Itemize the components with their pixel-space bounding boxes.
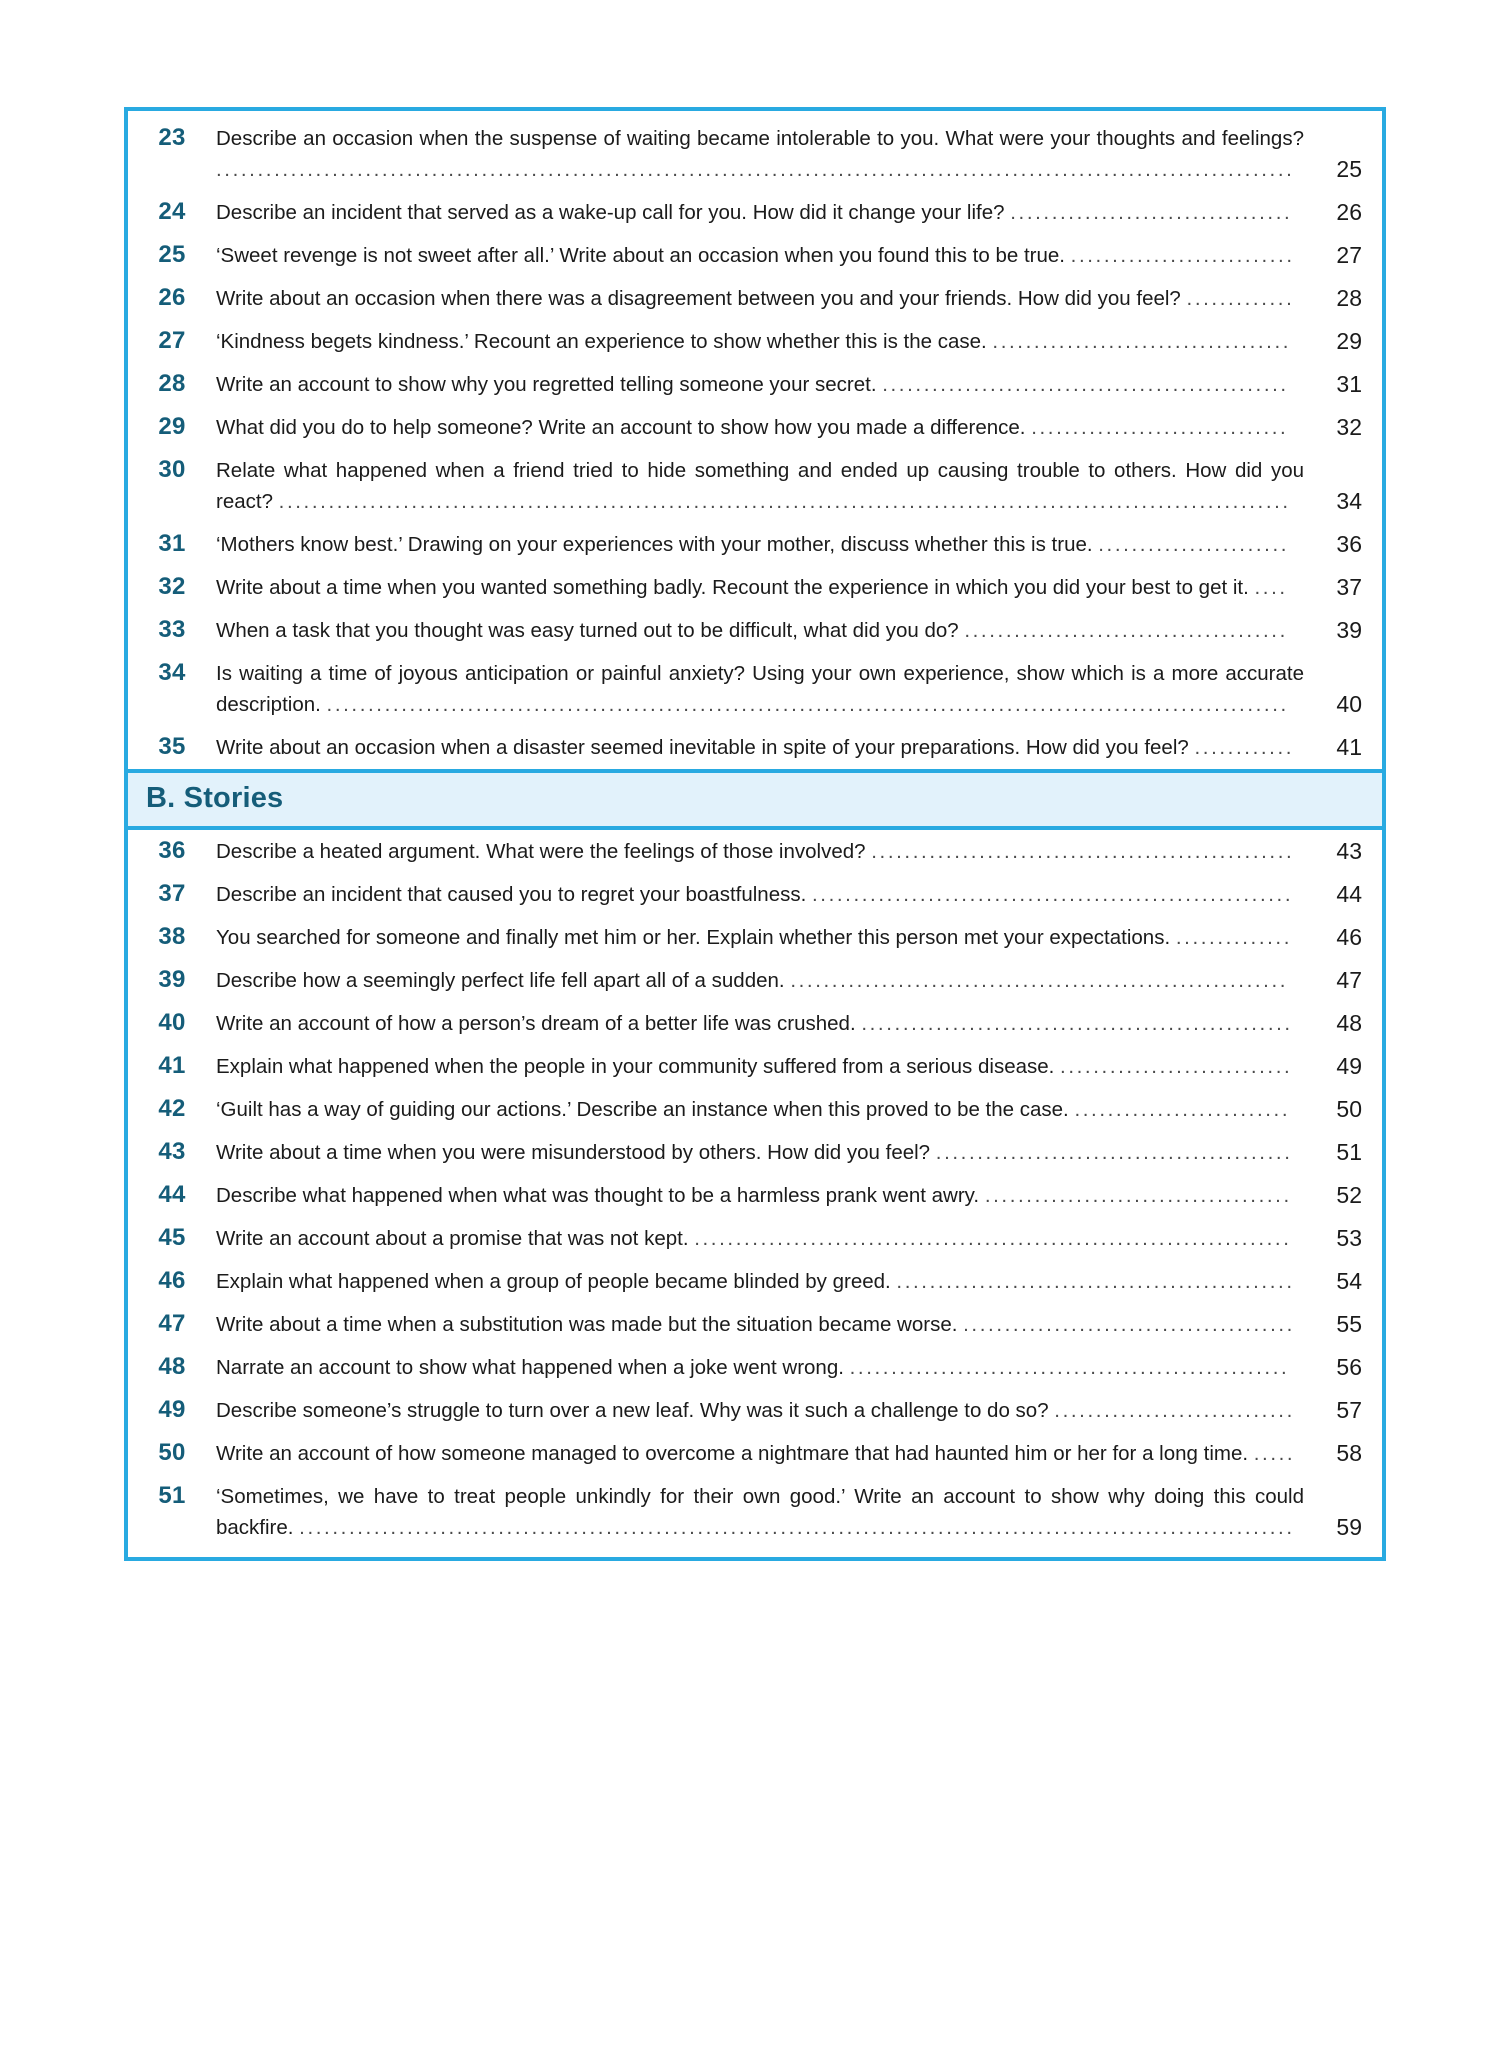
toc-dot-leader: .......................... xyxy=(1074,1098,1291,1121)
toc-entry-row[interactable] xyxy=(128,1303,1382,1346)
toc-entry-number: 25 xyxy=(158,241,186,268)
toc-entry-cell xyxy=(216,609,1382,652)
toc-page-number[interactable]: 25 xyxy=(1336,156,1362,182)
toc-dot-leader: .................................................................................................................... xyxy=(326,693,1289,716)
toc-entry-number: 47 xyxy=(158,1310,186,1337)
toc-entry-cell xyxy=(216,363,1382,406)
toc-page-number[interactable]: 51 xyxy=(1336,1139,1362,1165)
toc-entry-text xyxy=(216,529,1314,560)
toc-entry-cell xyxy=(216,1260,1382,1303)
toc-entry-cell xyxy=(216,1346,1382,1389)
toc-entry-number: 33 xyxy=(158,616,186,643)
toc-entry-number: 26 xyxy=(158,284,186,311)
toc-entry-row[interactable] xyxy=(128,363,1382,406)
toc-entry-number: 46 xyxy=(158,1267,186,1294)
toc-entry-number: 29 xyxy=(158,413,186,440)
toc-entry-text xyxy=(216,922,1314,953)
toc-entry-row[interactable] xyxy=(128,1389,1382,1432)
toc-entry-row[interactable] xyxy=(128,234,1382,277)
toc-page-number[interactable]: 26 xyxy=(1336,199,1362,225)
toc-entry-text xyxy=(216,879,1314,910)
toc-entry-row[interactable] xyxy=(128,830,1382,873)
toc-entry-title: Write about a time when a substitution was made but the situation became worse. xyxy=(216,1313,964,1336)
toc-entry-title: Is waiting a time of joyous anticipation or painful anxiety? Using your own experience, show which is a more accurate description. xyxy=(216,662,1304,716)
toc-entry-cell xyxy=(216,652,1382,726)
toc-entry-cell xyxy=(216,566,1382,609)
toc-entry-title: Write an account to show why you regretted telling someone your secret. xyxy=(216,373,883,396)
toc-dot-leader: ....................................... xyxy=(964,619,1288,642)
toc-entry-text xyxy=(216,1008,1314,1039)
toc-dot-leader: ............................... xyxy=(1031,416,1289,439)
toc-entry-title: ‘Guilt has a way of guiding our actions.’ Describe an instance when this proved to be the case. xyxy=(216,1098,1075,1121)
toc-entry-number: 23 xyxy=(158,124,186,151)
toc-entry-cell xyxy=(216,1303,1382,1346)
toc-section-title: B. Stories xyxy=(146,782,284,814)
toc-entry-number: 36 xyxy=(158,837,186,864)
toc-page-number[interactable]: 37 xyxy=(1336,574,1362,600)
toc-entry-text xyxy=(216,240,1314,271)
toc-page-number[interactable]: 36 xyxy=(1336,531,1362,557)
toc-dot-leader: ............ xyxy=(1194,736,1295,759)
toc-entry-title: ‘Mothers know best.’ Drawing on your experiences with your mother, discuss whether this is true. xyxy=(216,533,1099,556)
toc-dot-leader: ........................................ xyxy=(963,1313,1295,1336)
toc-dot-leader: ........................................... xyxy=(935,1141,1293,1164)
table-of-contents-frame xyxy=(124,107,1386,1561)
toc-entry-number: 42 xyxy=(158,1095,186,1122)
toc-entry-title: Write about a time when you wanted something badly. Recount the experience in which you did your best to get it. xyxy=(216,576,1255,599)
toc-entry-row[interactable] xyxy=(128,449,1382,523)
toc-page-number[interactable]: 40 xyxy=(1336,691,1362,717)
toc-entry-title: Describe an incident that caused you to regret your boastfulness. xyxy=(216,883,812,906)
toc-entry-cell xyxy=(216,916,1382,959)
toc-entry-row[interactable] xyxy=(128,916,1382,959)
toc-entry-cell xyxy=(216,1131,1382,1174)
toc-entry-number: 35 xyxy=(158,733,186,760)
toc-entry-title: ‘Sweet revenge is not sweet after all.’ Write about an occasion when you found this to be true. xyxy=(216,244,1071,267)
toc-page-number[interactable]: 44 xyxy=(1336,881,1362,907)
toc-entry-number: 51 xyxy=(158,1482,186,1509)
toc-entry-text xyxy=(216,197,1314,228)
toc-entry-title: Narrate an account to show what happened when a joke went wrong. xyxy=(216,1356,850,1379)
toc-entry-cell xyxy=(216,117,1382,191)
toc-entry-title: Write an account of how a person’s dream of a better life was crushed. xyxy=(216,1012,862,1035)
toc-entry-text xyxy=(216,412,1314,443)
toc-entry-text xyxy=(216,326,1314,357)
toc-dot-leader: .......................................................... xyxy=(811,883,1294,906)
toc-entry-cell xyxy=(216,320,1382,363)
toc-entry-text xyxy=(216,1395,1314,1426)
toc-entry-cell xyxy=(216,830,1382,873)
toc-page-number[interactable]: 47 xyxy=(1336,967,1362,993)
toc-page-number[interactable]: 58 xyxy=(1336,1440,1362,1466)
toc-entry-row[interactable] xyxy=(128,873,1382,916)
toc-entry-cell xyxy=(216,234,1382,277)
toc-entry-row[interactable] xyxy=(128,1002,1382,1045)
toc-entry-title: ‘Sometimes, we have to treat people unkindly for their own good.’ Write an account to show why doing this could backfire. xyxy=(216,1485,1304,1539)
toc-entry-text xyxy=(216,1438,1314,1469)
toc-entry-row[interactable] xyxy=(128,652,1382,726)
toc-dot-leader: ..................................................... xyxy=(849,1356,1290,1379)
toc-entry-text xyxy=(216,123,1314,185)
toc-dot-leader: ................................................... xyxy=(871,840,1295,863)
toc-page-number[interactable]: 31 xyxy=(1336,371,1362,397)
toc-entry-text xyxy=(216,1137,1314,1168)
toc-dot-leader: .............. xyxy=(1175,926,1292,949)
toc-entry-cell xyxy=(216,1217,1382,1260)
toc-page-number[interactable]: 54 xyxy=(1336,1268,1362,1294)
toc-entry-row[interactable] xyxy=(128,277,1382,320)
toc-page-number[interactable]: 59 xyxy=(1336,1514,1362,1540)
toc-page-number[interactable]: 32 xyxy=(1336,414,1362,440)
toc-entry-title: Explain what happened when a group of people became blinded by greed. xyxy=(216,1270,897,1293)
toc-entry-number: 34 xyxy=(158,659,186,686)
toc-dot-leader: ..................................... xyxy=(984,1184,1292,1207)
toc-entry-number: 40 xyxy=(158,1009,186,1036)
toc-dot-leader: .......................................................................................................................... xyxy=(278,490,1291,513)
toc-entry-title: ‘Kindness begets kindness.’ Recount an experience to show whether this is the case. xyxy=(216,330,993,353)
toc-page-number[interactable]: 52 xyxy=(1336,1182,1362,1208)
toc-page-number[interactable]: 39 xyxy=(1336,617,1362,643)
toc-entry-cell xyxy=(216,1389,1382,1432)
toc-entry-row[interactable] xyxy=(128,1131,1382,1174)
toc-entry-title: Describe an incident that served as a wake-up call for you. How did it change your life? xyxy=(216,201,1011,224)
toc-entry-row[interactable] xyxy=(128,1088,1382,1131)
toc-entry-cell xyxy=(216,1174,1382,1217)
toc-entry-title: Relate what happened when a friend tried to hide something and ended up causing trouble to others. How did you react? xyxy=(216,459,1304,513)
toc-entry-number: 37 xyxy=(158,880,186,907)
toc-entry-title: You searched for someone and finally met him or her. Explain whether this person met your expectations. xyxy=(216,926,1176,949)
toc-dot-leader: ................................................ xyxy=(896,1270,1295,1293)
toc-dot-leader: ........................... xyxy=(1070,244,1295,267)
toc-entry-number: 27 xyxy=(158,327,186,354)
toc-entry-text xyxy=(216,1352,1314,1383)
toc-entry-cell xyxy=(216,1475,1382,1549)
toc-entry-title: Explain what happened when the people in your community suffered from a serious disease. xyxy=(216,1055,1061,1078)
toc-entry-cell xyxy=(216,523,1382,566)
toc-entry-text xyxy=(216,965,1314,996)
toc-entry-row[interactable] xyxy=(128,959,1382,1002)
toc-dot-leader: .................................................................................................................................. xyxy=(216,158,1295,181)
bottom-padding xyxy=(128,1549,1382,1557)
toc-entry-title: When a task that you thought was easy turned out to be difficult, what did you do? xyxy=(216,619,965,642)
toc-dot-leader: .... xyxy=(1254,576,1288,599)
toc-entry-text xyxy=(216,1309,1314,1340)
toc-page-number[interactable]: 48 xyxy=(1336,1010,1362,1036)
toc-page-number[interactable]: 57 xyxy=(1336,1397,1362,1423)
toc-entry-number: 48 xyxy=(158,1353,186,1380)
toc-entry-cell xyxy=(216,1432,1382,1475)
toc-entry-title: Describe how a seemingly perfect life fell apart all of a sudden. xyxy=(216,969,791,992)
toc-entry-row[interactable] xyxy=(128,1432,1382,1475)
toc-page-number[interactable]: 28 xyxy=(1336,285,1362,311)
toc-entry-title: Write about an occasion when a disaster seemed inevitable in spite of your preparations. How did you feel? xyxy=(216,736,1195,759)
toc-entry-text xyxy=(216,1051,1314,1082)
toc-entry-cell xyxy=(216,406,1382,449)
toc-entry-number: 43 xyxy=(158,1138,186,1165)
toc-entry-title: Write an account about a promise that was not kept. xyxy=(216,1227,695,1250)
toc-dot-leader: .................................... xyxy=(992,330,1292,353)
toc-entry-row[interactable] xyxy=(128,1475,1382,1549)
toc-page-number[interactable]: 49 xyxy=(1336,1053,1362,1079)
toc-entry-row[interactable] xyxy=(128,1346,1382,1389)
toc-entry-cell xyxy=(216,1088,1382,1131)
toc-entry-number: 24 xyxy=(158,198,186,225)
toc-entry-number: 30 xyxy=(158,456,186,483)
toc-entry-cell xyxy=(216,191,1382,234)
toc-dot-leader: ................................................. xyxy=(882,373,1289,396)
toc-entry-row[interactable] xyxy=(128,1260,1382,1303)
toc-dot-leader: ............. xyxy=(1186,287,1295,310)
toc-section-header xyxy=(128,769,1382,830)
toc-page-number[interactable]: 34 xyxy=(1336,488,1362,514)
toc-entry-text xyxy=(216,1223,1314,1254)
toc-entry-title: Describe a heated argument. What were the feelings of those involved? xyxy=(216,840,872,863)
toc-entry-cell xyxy=(216,873,1382,916)
toc-entry-number: 50 xyxy=(158,1439,186,1466)
toc-entry-text xyxy=(216,455,1314,517)
toc-page-number[interactable]: 41 xyxy=(1336,734,1362,760)
toc-dot-leader: ............................................................ xyxy=(790,969,1289,992)
toc-page-number[interactable]: 43 xyxy=(1336,838,1362,864)
toc-entry-row[interactable] xyxy=(128,1217,1382,1260)
toc-entry-title: Write about an occasion when there was a disagreement between you and your friends. How did you feel? xyxy=(216,287,1187,310)
toc-entry-text xyxy=(216,283,1314,314)
toc-entry-text xyxy=(216,1094,1314,1125)
toc-page-number[interactable]: 56 xyxy=(1336,1354,1362,1380)
toc-dot-leader: ........................................................................................................................ xyxy=(299,1516,1295,1539)
toc-entry-text xyxy=(216,369,1314,400)
toc-entry-number: 39 xyxy=(158,966,186,993)
toc-dot-leader: ........................................................................ xyxy=(694,1227,1292,1250)
toc-entry-row[interactable] xyxy=(128,1045,1382,1088)
table-of-contents-body xyxy=(128,111,1382,1557)
toc-page-number[interactable]: 50 xyxy=(1336,1096,1362,1122)
toc-entry-cell xyxy=(216,277,1382,320)
toc-entry-number: 32 xyxy=(158,573,186,600)
toc-entry-text xyxy=(216,615,1314,646)
toc-dot-leader: .................................. xyxy=(1010,201,1293,224)
toc-page-number[interactable]: 29 xyxy=(1336,328,1362,354)
toc-entry-text xyxy=(216,1180,1314,1211)
toc-entry-title: What did you do to help someone? Write an account to show how you made a difference. xyxy=(216,416,1032,439)
toc-entry-number: 45 xyxy=(158,1224,186,1251)
toc-entry-row[interactable] xyxy=(128,566,1382,609)
toc-entry-text xyxy=(216,658,1314,720)
toc-entry-row[interactable] xyxy=(128,1174,1382,1217)
toc-entry-text xyxy=(216,732,1314,763)
toc-dot-leader: ....................... xyxy=(1098,533,1290,556)
toc-page-number[interactable]: 53 xyxy=(1336,1225,1362,1251)
toc-entry-title: Write an account of how someone managed to overcome a nightmare that had haunted him or her for a long time. xyxy=(216,1442,1254,1465)
toc-entry-row[interactable] xyxy=(128,726,1382,769)
toc-entry-row[interactable] xyxy=(128,523,1382,566)
toc-entry-text xyxy=(216,572,1314,603)
toc-entry-text xyxy=(216,836,1314,867)
toc-entry-number: 49 xyxy=(158,1396,186,1423)
toc-entry-title: Describe an occasion when the suspense of waiting became intolerable to you. What were your thoughts and feelings? xyxy=(216,127,1304,150)
toc-entry-number: 38 xyxy=(158,923,186,950)
toc-entry-cell xyxy=(216,959,1382,1002)
toc-entry-title: Write about a time when you were misunderstood by others. How did you feel? xyxy=(216,1141,936,1164)
toc-entry-cell xyxy=(216,1002,1382,1045)
toc-dot-leader: ..... xyxy=(1253,1442,1296,1465)
toc-entry-cell xyxy=(216,1045,1382,1088)
toc-entry-cell xyxy=(216,449,1382,523)
toc-entry-cell xyxy=(216,726,1382,769)
toc-entry-number: 28 xyxy=(158,370,186,397)
toc-entry-text xyxy=(216,1481,1314,1543)
toc-page-number[interactable]: 55 xyxy=(1336,1311,1362,1337)
toc-entry-row[interactable] xyxy=(128,191,1382,234)
toc-entry-row[interactable] xyxy=(128,609,1382,652)
toc-dot-leader: ............................. xyxy=(1054,1399,1295,1422)
toc-dot-leader: ............................ xyxy=(1060,1055,1293,1078)
toc-entry-row[interactable] xyxy=(128,406,1382,449)
toc-entry-number: 31 xyxy=(158,530,186,557)
toc-dot-leader: .................................................... xyxy=(861,1012,1293,1035)
toc-entry-number: 41 xyxy=(158,1052,186,1079)
toc-entry-title: Describe someone’s struggle to turn over a new leaf. Why was it such a challenge to do so? xyxy=(216,1399,1055,1422)
toc-page-number[interactable]: 46 xyxy=(1336,924,1362,950)
toc-entry-title: Describe what happened when what was thought to be a harmless prank went awry. xyxy=(216,1184,985,1207)
toc-entry-number: 44 xyxy=(158,1181,186,1208)
toc-entry-text xyxy=(216,1266,1314,1297)
toc-entry-row[interactable] xyxy=(128,320,1382,363)
toc-entry-row[interactable] xyxy=(128,117,1382,191)
toc-page-number[interactable]: 27 xyxy=(1336,242,1362,268)
